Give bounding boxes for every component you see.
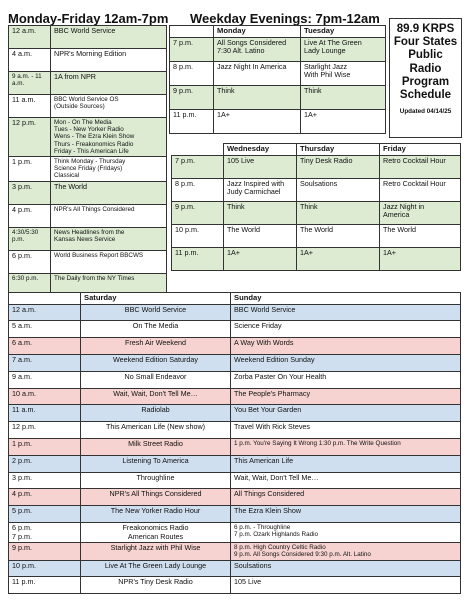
- program-cell: Retro Cocktail Hour: [380, 178, 461, 201]
- time-cell: 12 a.m.: [9, 26, 51, 49]
- time-cell: 5 a.m.: [9, 321, 81, 338]
- saturday-program: NPR's Tiny Desk Radio: [81, 577, 231, 594]
- weekend-row: [9, 455, 461, 472]
- time-cell: 4 p.m.: [9, 489, 81, 506]
- saturday-program: The New Yorker Radio Hour: [81, 506, 231, 523]
- evening-row: [170, 109, 386, 133]
- program-cell: Mon - On The Media Tues - New Yorker Radio Wens - The Ezra Klein Show Thurs - Freakonomics Radio Friday - This American Life: [51, 118, 167, 157]
- time-cell: 10 p.m.: [172, 224, 224, 247]
- time-cell: 4 a.m.: [9, 49, 51, 72]
- program-cell: BBC World Service: [51, 26, 167, 49]
- evening-row: [172, 201, 461, 224]
- program-cell: 1A+: [301, 109, 386, 133]
- time-cell: 8 p.m.: [170, 61, 214, 85]
- time-cell: 12 p.m.: [9, 118, 51, 157]
- weekend-row: [9, 438, 461, 455]
- program-cell: The World: [297, 224, 380, 247]
- weekday-table: [8, 25, 167, 297]
- sunday-program: BBC World Service: [231, 304, 461, 321]
- saturday-program: Radiolab: [81, 405, 231, 422]
- weekday-row: [9, 181, 167, 204]
- time-cell: 4 p.m.: [9, 204, 51, 227]
- saturday-program: Wait, Wait, Don't Tell Me…: [81, 388, 231, 405]
- program-cell: Think: [297, 201, 380, 224]
- time-cell: 9 p.m.: [9, 543, 81, 560]
- time-cell: 11 p.m.: [170, 109, 214, 133]
- time-cell: 5 p.m.: [9, 506, 81, 523]
- time-cell: 11 a.m.: [9, 95, 51, 118]
- time-cell: 2 p.m.: [9, 455, 81, 472]
- weekday-row: [9, 204, 167, 227]
- evening-row: [170, 37, 386, 61]
- weekend-row: [9, 489, 461, 506]
- evening1-time-header: [170, 26, 214, 38]
- time-cell: 7 a.m.: [9, 354, 81, 371]
- program-cell: The World: [224, 224, 297, 247]
- station-title: 89.9 KRPS Four States Public Radio Program Schedule: [393, 23, 458, 102]
- program-cell: Think: [214, 85, 301, 109]
- program-cell: Jazz Inspired with Judy Carmichael: [224, 178, 297, 201]
- weekend-row: [9, 388, 461, 405]
- program-cell: BBC World Service OS (Outside Sources): [51, 95, 167, 118]
- saturday-program: Starlight Jazz with Phil Wise: [81, 543, 231, 560]
- saturday-program: Milk Street Radio: [81, 438, 231, 455]
- program-cell: 105 Live: [224, 155, 297, 178]
- weekend-table: [8, 292, 461, 594]
- weekend-row: [9, 405, 461, 422]
- title-box: [389, 18, 462, 138]
- time-cell: 9 a.m. - 11 a.m.: [9, 72, 51, 95]
- weekday-row: [9, 49, 167, 72]
- saturday-program: NPR's All Things Considered: [81, 489, 231, 506]
- program-cell: The World: [380, 224, 461, 247]
- time-cell: 10 p.m.: [9, 560, 81, 577]
- weekday-row: [9, 250, 167, 273]
- program-cell: The Daily from the NY Times: [51, 273, 167, 296]
- sunday-program: You Bet Your Garden: [231, 405, 461, 422]
- sunday-program: Weekend Edition Sunday: [231, 354, 461, 371]
- program-cell: Starlight Jazz With Phil Wise: [301, 61, 386, 85]
- program-cell: Soulsations: [297, 178, 380, 201]
- time-cell: 11 a.m.: [9, 405, 81, 422]
- saturday-program: Live At The Green Lady Lounge: [81, 560, 231, 577]
- time-cell: 8 p.m.: [172, 178, 224, 201]
- program-cell: NPR's Morning Edition: [51, 49, 167, 72]
- sunday-program: All Things Considered: [231, 489, 461, 506]
- time-cell: 9 a.m.: [9, 371, 81, 388]
- weekend-row: [9, 472, 461, 489]
- time-cell: 3 p.m.: [9, 181, 51, 204]
- time-cell: 4:30/5:30 p.m.: [9, 227, 51, 250]
- program-cell: Live At The Green Lady Lounge: [301, 37, 386, 61]
- weekday-row: [9, 118, 167, 157]
- weekday-row: [9, 95, 167, 118]
- sunday-program: Zorba Paster On Your Health: [231, 371, 461, 388]
- program-cell: 1A+: [297, 247, 380, 270]
- evening-row: [172, 224, 461, 247]
- weekend-row: [9, 522, 461, 542]
- program-cell: NPR's All Things Considered: [51, 204, 167, 227]
- time-cell: 6 a.m.: [9, 338, 81, 355]
- weekend-row: [9, 354, 461, 371]
- sunday-program: A Way With Words: [231, 338, 461, 355]
- day-header: Monday: [214, 26, 301, 38]
- time-cell: 10 a.m.: [9, 388, 81, 405]
- weekday-row: [9, 26, 167, 49]
- saturday-program: Throughline: [81, 472, 231, 489]
- program-cell: Jazz Night In America: [214, 61, 301, 85]
- day-header: Thursday: [297, 144, 380, 156]
- sunday-program: Travel With Rick Steves: [231, 422, 461, 439]
- evening-row: [170, 61, 386, 85]
- time-cell: 7 p.m.: [172, 155, 224, 178]
- weekday-header: Monday-Friday 12am-7pm: [8, 11, 169, 26]
- day-header: Wednesday: [224, 144, 297, 156]
- day-header: Friday: [380, 144, 461, 156]
- sunday-program: The Ezra Klein Show: [231, 506, 461, 523]
- saturday-program: Fresh Air Weekend: [81, 338, 231, 355]
- weekday-row: [9, 227, 167, 250]
- program-cell: Think: [224, 201, 297, 224]
- saturday-program: On The Media: [81, 321, 231, 338]
- time-cell: 6 p.m.: [9, 250, 51, 273]
- weekend-row: [9, 338, 461, 355]
- saturday-program: This American Life (New show): [81, 422, 231, 439]
- evening-row: [172, 178, 461, 201]
- weekend-row: [9, 560, 461, 577]
- saturday-program: Listening To America: [81, 455, 231, 472]
- program-cell: Think Monday - Thursday Science Friday (Fridays) Classical: [51, 157, 167, 182]
- time-cell: 12 p.m.: [9, 422, 81, 439]
- time-cell: 6 p.m. 7 p.m.: [9, 522, 81, 542]
- time-cell: 9 p.m.: [170, 85, 214, 109]
- time-cell: 11 p.m.: [9, 577, 81, 594]
- program-cell: Jazz Night in America: [380, 201, 461, 224]
- sunday-program: 6 p.m. - Throughline 7 p.m. Ozark Highlands Radio: [231, 522, 461, 542]
- program-cell: All Songs Considered 7:30 Alt. Latino: [214, 37, 301, 61]
- program-cell: Retro Cocktail Hour: [380, 155, 461, 178]
- saturday-program: No Small Endeavor: [81, 371, 231, 388]
- program-cell: 1A+: [380, 247, 461, 270]
- time-cell: 11 p.m.: [172, 247, 224, 270]
- evenings-header: Weekday Evenings: 7pm-12am: [190, 11, 380, 26]
- saturday-program: Weekend Edition Saturday: [81, 354, 231, 371]
- time-cell: 12 a.m.: [9, 304, 81, 321]
- program-cell: World Business Report BBCWS: [51, 250, 167, 273]
- time-cell: 7 p.m.: [170, 37, 214, 61]
- evening-table-mon-tue: [169, 25, 386, 134]
- weekend-row: [9, 371, 461, 388]
- weekend-row: [9, 543, 461, 560]
- evening-row: [172, 247, 461, 270]
- weekend-time-header: [9, 293, 81, 305]
- sunday-program: 105 Live: [231, 577, 461, 594]
- program-cell: Tiny Desk Radio: [297, 155, 380, 178]
- weekend-row: [9, 321, 461, 338]
- program-cell: News Headlines from the Kansas News Service: [51, 227, 167, 250]
- program-cell: The World: [51, 181, 167, 204]
- weekend-row: [9, 506, 461, 523]
- updated-date: Updated 04/14/25: [399, 108, 452, 116]
- evening-row: [172, 155, 461, 178]
- sunday-program: Wait, Wait, Don't Tell Me…: [231, 472, 461, 489]
- day-header: Saturday: [81, 293, 231, 305]
- sunday-program: The People's Pharmacy: [231, 388, 461, 405]
- weekend-row: [9, 577, 461, 594]
- evening-row: [170, 85, 386, 109]
- time-cell: 1 p.m.: [9, 438, 81, 455]
- weekday-row: [9, 157, 167, 182]
- program-cell: 1A+: [224, 247, 297, 270]
- saturday-program: BBC World Service: [81, 304, 231, 321]
- time-cell: 9 p.m.: [172, 201, 224, 224]
- program-cell: 1A+: [214, 109, 301, 133]
- day-header: Tuesday: [301, 26, 386, 38]
- weekend-row: [9, 304, 461, 321]
- evening-table-wed-fri: [171, 143, 461, 271]
- sunday-program: Science Friday: [231, 321, 461, 338]
- saturday-program: Freakonomics Radio American Routes: [81, 522, 231, 542]
- day-header: Sunday: [231, 293, 461, 305]
- time-cell: 6:30 p.m.: [9, 273, 51, 296]
- weekday-row: [9, 72, 167, 95]
- sunday-program: This American Life: [231, 455, 461, 472]
- program-cell: Think: [301, 85, 386, 109]
- sunday-program: 8 p.m. High Country Celtic Radio 9 p.m. All Songs Considered 9:30 p.m. Alt. Latino: [231, 543, 461, 560]
- weekend-row: [9, 422, 461, 439]
- evening2-time-header: [172, 144, 224, 156]
- sunday-program: 1 p.m. You're Saying It Wrong 1:30 p.m. The Write Question: [231, 438, 461, 455]
- sunday-program: Soulsations: [231, 560, 461, 577]
- program-cell: 1A from NPR: [51, 72, 167, 95]
- time-cell: 1 p.m.: [9, 157, 51, 182]
- time-cell: 3 p.m.: [9, 472, 81, 489]
